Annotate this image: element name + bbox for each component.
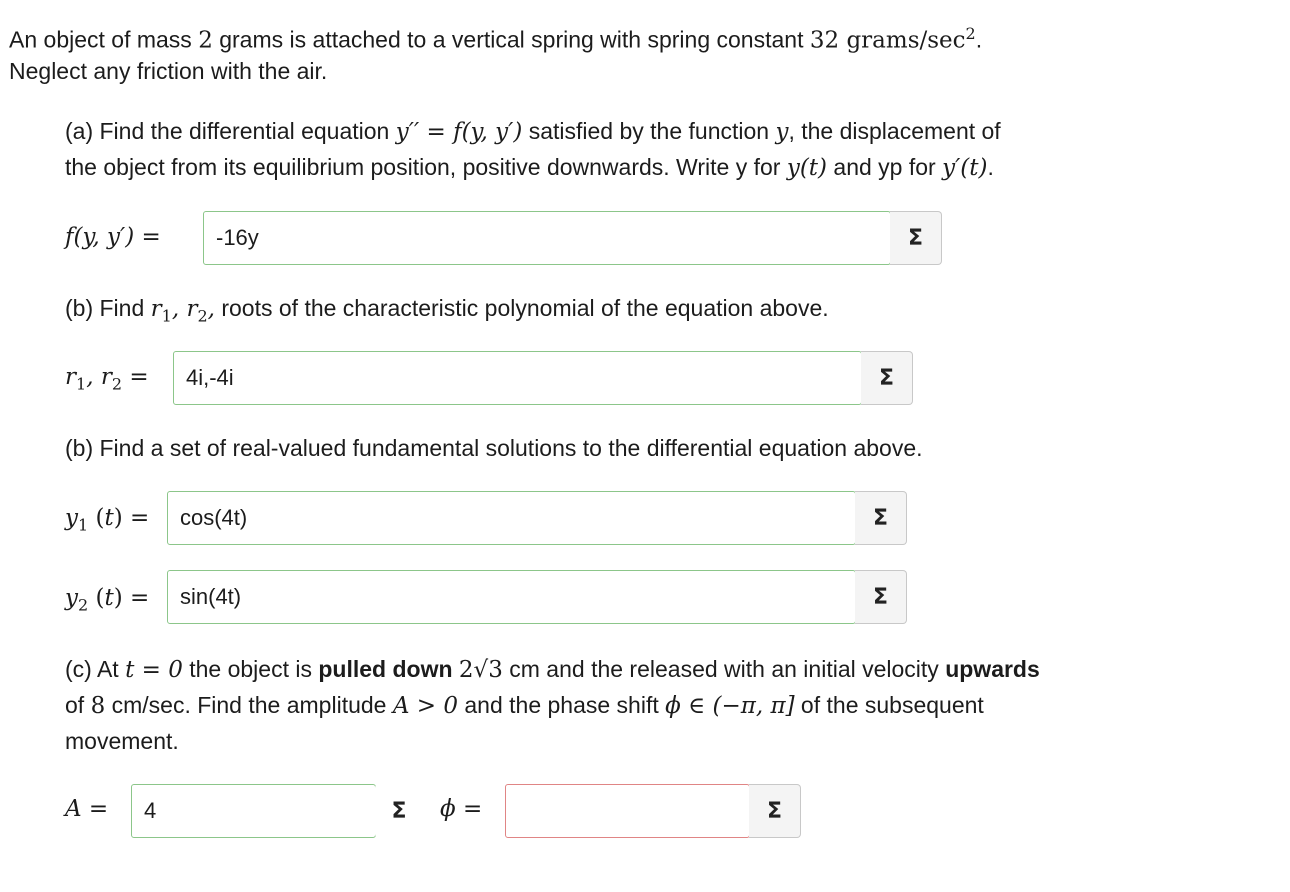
velocity-value: 8	[90, 693, 106, 719]
sigma-button-y2[interactable]	[855, 570, 907, 624]
spring-constant-value: 32	[809, 27, 840, 54]
part-a-text: .	[987, 154, 994, 180]
part-a-yt: y(t)	[786, 155, 828, 181]
mass-value: 2	[198, 27, 213, 54]
part-c-text-line2	[65, 687, 984, 724]
part-a-var: y	[775, 119, 789, 145]
part-a-text-line1	[65, 113, 1001, 150]
phase-answer-input[interactable]	[505, 784, 750, 838]
sigma-button-f[interactable]	[890, 211, 942, 265]
sigma-button-phase[interactable]	[749, 784, 801, 838]
part-a-text: satisfied by the function	[522, 118, 776, 144]
f-label: f(y, y′) =	[65, 224, 161, 250]
amplitude-answer-input[interactable]	[131, 784, 376, 838]
sigma-button-roots[interactable]	[861, 351, 913, 405]
amplitude-condition: A > 0	[392, 693, 458, 719]
sigma-icon: Σ	[391, 798, 407, 824]
part-c-text: of the subsequent	[794, 692, 984, 718]
amplitude-label: A =	[65, 796, 109, 822]
part-c-text: and the phase shift	[457, 692, 666, 718]
sigma-icon: Σ	[766, 798, 783, 824]
y2-answer-input[interactable]	[167, 570, 856, 624]
unit-text: grams/sec	[839, 27, 966, 54]
part-c-text: the object is	[182, 656, 319, 682]
part-a-equation: y′′ = f(y, y′)	[395, 119, 523, 145]
sigma-button-y1[interactable]	[855, 491, 907, 545]
y2-label: $y_2$ (t) =	[65, 585, 150, 615]
sigma-icon: Σ	[907, 225, 924, 251]
sigma-icon: Σ	[872, 584, 889, 610]
part-b-solutions-text: (b) Find a set of real-valued fundamental solutions to the differential equation above.	[65, 435, 923, 461]
phase-label: ϕ =	[440, 796, 483, 822]
pulled-down-emphasis: pulled down	[318, 656, 453, 682]
roots-label: $r_1$, $r_2$ =	[65, 364, 149, 394]
intro-text: .	[975, 26, 983, 53]
f-answer-input[interactable]	[203, 211, 891, 265]
part-c-text-line1	[65, 651, 1040, 688]
part-c-text-line3: movement.	[65, 728, 179, 754]
t-zero: t = 0	[125, 657, 183, 683]
phase-condition: ϕ ∈ (−π, π]	[665, 693, 795, 719]
part-c-text: of	[65, 692, 91, 718]
part-b-text: roots of the characteristic polynomial of the equation above.	[214, 295, 829, 321]
part-a-text: (a) Find the differential equation	[65, 118, 396, 144]
part-b-text: (b) Find	[65, 295, 151, 321]
part-a-text: , the displacement of	[788, 118, 1001, 144]
part-a-ypt: y′(t)	[942, 155, 988, 181]
intro-text: grams is attached to a vertical spring with spring constant	[212, 26, 810, 53]
part-c-text: (c) At	[65, 656, 126, 682]
intro-text: An object of mass	[9, 26, 199, 53]
part-c-text: cm and the released with an initial velocity	[502, 656, 946, 682]
unit-exponent: 2	[965, 24, 976, 43]
upwards-emphasis: upwards	[945, 656, 1040, 682]
y1-label: $y_1$ (t) =	[65, 505, 150, 535]
sigma-icon: Σ	[872, 505, 889, 531]
sigma-icon: Σ	[878, 365, 895, 391]
roots-answer-input[interactable]	[173, 351, 862, 405]
y1-answer-input[interactable]	[167, 491, 856, 545]
distance-value: 2√3	[458, 657, 503, 683]
part-a-text: and yp for	[827, 154, 943, 180]
problem-intro-line2: Neglect any friction with the air.	[9, 58, 328, 84]
roots-symbol: $r_1$, $r_2$,	[150, 296, 215, 326]
sigma-button-amplitude[interactable]	[375, 784, 423, 838]
part-a-text: the object from its equilibrium position, positive downwards. Write y for	[65, 154, 787, 180]
part-b-roots-text	[65, 290, 829, 335]
part-a-text-line2	[65, 149, 994, 186]
part-c-text: cm/sec. Find the amplitude	[105, 692, 393, 718]
